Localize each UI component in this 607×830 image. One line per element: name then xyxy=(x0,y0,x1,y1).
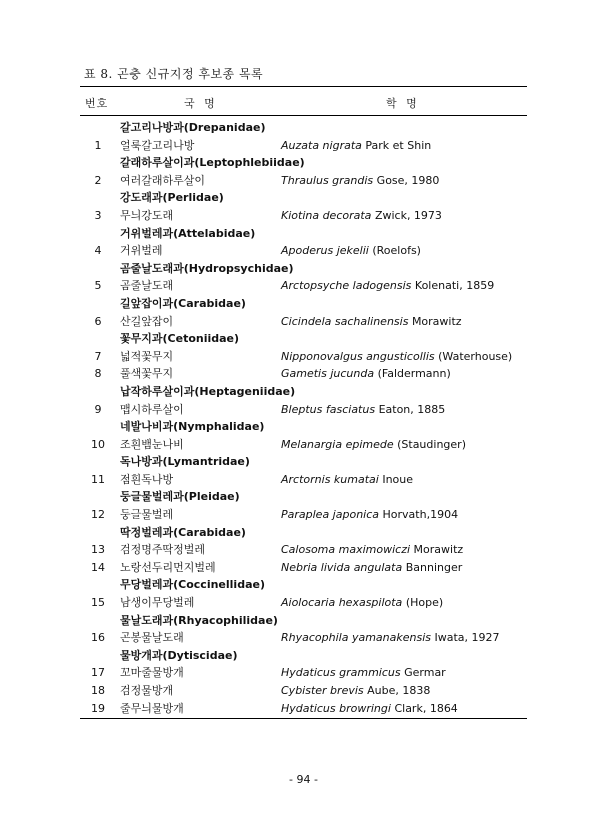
korean-name: 줄무늬물방개 xyxy=(120,701,184,715)
author: Gose, 1980 xyxy=(376,173,440,187)
row-number: 12 xyxy=(91,508,105,522)
genus-species: Cicindela sachalinensis xyxy=(281,314,409,328)
table-bottom-rule xyxy=(80,718,527,719)
table-row xyxy=(80,277,527,295)
scientific-name xyxy=(281,664,446,682)
row-number: 17 xyxy=(91,666,105,680)
author: (Hope) xyxy=(405,596,444,610)
table-row xyxy=(80,541,527,559)
author: Inoue xyxy=(382,472,414,486)
scientific-name xyxy=(281,594,443,612)
page-number: - 94 - xyxy=(289,773,318,786)
korean-name: 산길앞잡이 xyxy=(120,314,174,328)
scientific-name xyxy=(281,365,451,383)
scientific-name xyxy=(281,172,439,190)
family-heading: 무당벌레과(Coccinellidae) xyxy=(120,578,265,592)
table-top-rule xyxy=(80,86,527,87)
table-row xyxy=(80,313,527,331)
row-number: 3 xyxy=(94,208,102,222)
korean-name: 무늬강도래 xyxy=(120,208,174,222)
korean-name: 여러갈래하루살이 xyxy=(120,173,206,187)
author: Zwick, 1973 xyxy=(374,208,442,222)
author: Kolenati, 1859 xyxy=(414,279,495,293)
row-number: 7 xyxy=(94,349,102,363)
scientific-name xyxy=(281,348,512,366)
genus-species: Arctopsyche ladogensis xyxy=(281,279,412,293)
genus-species: Thraulus grandis xyxy=(281,173,374,187)
table-row xyxy=(80,436,527,454)
genus-species: Calosoma maximowiczi xyxy=(281,543,411,557)
table-row xyxy=(80,664,527,682)
scientific-name xyxy=(281,682,430,700)
korean-name: 곤봉물날도래 xyxy=(120,631,184,645)
family-heading: 물날도래과(Rhyacophilidae) xyxy=(120,613,278,627)
author: (Roelofs) xyxy=(372,244,421,258)
table-row xyxy=(80,401,527,419)
korean-name: 검정물방개 xyxy=(120,684,174,697)
genus-species: Auzata nigrata xyxy=(281,138,362,152)
genus-species: Hydaticus browringi xyxy=(281,701,391,715)
species-table-body xyxy=(80,119,527,717)
author: (Staudinger) xyxy=(397,437,466,451)
row-number: 14 xyxy=(91,560,105,574)
author: Morawitz xyxy=(413,543,464,557)
table-row xyxy=(80,629,527,647)
header-no: 번호 xyxy=(85,97,109,110)
family-heading: 납작하루살이과(Heptageniidae) xyxy=(120,384,296,398)
scientific-name xyxy=(281,242,421,260)
row-number: 19 xyxy=(91,701,105,715)
genus-species: Apoderus jekelii xyxy=(281,244,369,258)
row-number: 9 xyxy=(94,402,102,416)
scientific-name xyxy=(281,401,445,419)
genus-species: Melanargia epimede xyxy=(281,437,394,451)
author: Banninger xyxy=(405,560,463,574)
scientific-name xyxy=(281,137,431,155)
author: Horvath,1904 xyxy=(382,508,459,522)
korean-name: 풀색꽃무지 xyxy=(120,367,174,381)
korean-name: 얼룩갈고리나방 xyxy=(120,138,195,152)
family-heading: 거위벌레과(Attelabidae) xyxy=(120,226,256,240)
genus-species: Arctornis kumatai xyxy=(281,472,379,486)
row-number: 15 xyxy=(91,596,105,610)
row-number: 18 xyxy=(91,684,105,697)
family-heading: 둥글물벌레과(Pleidae) xyxy=(120,490,240,504)
family-heading: 갈래하루살이과(Leptophlebiidae) xyxy=(120,156,305,170)
scientific-name xyxy=(281,436,466,454)
row-number: 1 xyxy=(94,138,102,152)
korean-name: 검정명주딱정벌레 xyxy=(120,543,206,557)
korean-name: 곰줄날도래 xyxy=(120,279,174,293)
family-heading: 갈고리나방과(Drepanidae) xyxy=(120,121,266,134)
genus-species: Gametis jucunda xyxy=(281,367,375,381)
family-heading: 강도래과(Perlidae) xyxy=(120,191,224,205)
table-row xyxy=(80,242,527,260)
scientific-name xyxy=(281,700,458,718)
row-number: 10 xyxy=(91,437,105,451)
family-heading: 물방개과(Dytiscidae) xyxy=(120,648,238,662)
genus-species: Aiolocaria hexaspilota xyxy=(281,596,403,610)
korean-name: 맵시하루살이 xyxy=(120,402,184,416)
author: (Waterhouse) xyxy=(438,349,513,363)
author: Morawitz xyxy=(411,314,462,328)
genus-species: Kiotina decorata xyxy=(281,208,372,222)
korean-name: 거위벌레 xyxy=(120,244,163,258)
korean-name: 둥글물벌레 xyxy=(120,508,174,522)
genus-species: Bleptus fasciatus xyxy=(281,402,376,416)
table-row xyxy=(80,137,527,155)
korean-name: 노랑선두리먼지벌레 xyxy=(120,560,216,574)
scientific-name xyxy=(281,559,462,577)
korean-name: 꼬마줄물방개 xyxy=(120,666,184,680)
genus-species: Nebria livida angulata xyxy=(281,560,403,574)
genus-species: Cybister brevis xyxy=(281,684,364,697)
table-row xyxy=(80,594,527,612)
korean-name: 남생이무당벌레 xyxy=(120,596,195,610)
genus-species: Rhyacophila yamanakensis xyxy=(281,631,431,645)
row-number: 4 xyxy=(94,244,102,258)
table-header-rule xyxy=(80,115,527,116)
table-row xyxy=(80,207,527,225)
table-row xyxy=(80,682,527,700)
scientific-name xyxy=(281,629,500,647)
scientific-name xyxy=(281,277,494,295)
scientific-name xyxy=(281,313,462,331)
header-scientific-name: 학 명 xyxy=(386,97,420,110)
table-caption: 표 8. 곤충 신규지정 후보종 목록 xyxy=(84,67,264,81)
author: Iwata, 1927 xyxy=(434,631,500,645)
author: (Faldermann) xyxy=(377,367,451,381)
row-number: 13 xyxy=(91,543,105,557)
family-heading: 딱정벌레과(Carabidae) xyxy=(120,525,246,539)
genus-species: Nipponovalgus angusticollis xyxy=(281,349,435,363)
genus-species: Hydaticus grammicus xyxy=(281,666,401,680)
table-row xyxy=(80,506,527,524)
scientific-name xyxy=(281,506,458,524)
scientific-name xyxy=(281,471,413,489)
row-number: 11 xyxy=(91,472,105,486)
row-number: 5 xyxy=(94,279,102,293)
header-korean-name: 국 명 xyxy=(184,97,218,110)
row-number: 16 xyxy=(91,631,105,645)
author: Eaton, 1885 xyxy=(378,402,446,416)
family-heading: 꽃무지과(Cetoniidae) xyxy=(120,332,240,346)
genus-species: Paraplea japonica xyxy=(281,508,380,522)
table-row xyxy=(80,348,527,366)
korean-name: 점흰독나방 xyxy=(120,472,174,486)
table-row xyxy=(80,365,527,383)
author: Germar xyxy=(404,666,446,680)
row-number: 8 xyxy=(94,367,102,381)
family-heading: 길앞잡이과(Carabidae) xyxy=(120,296,246,310)
table-row xyxy=(80,559,527,577)
family-heading: 곰줄날도래과(Hydropsychidae) xyxy=(120,261,294,275)
author: Clark, 1864 xyxy=(394,701,458,715)
row-number: 6 xyxy=(94,314,102,328)
row-number: 2 xyxy=(94,173,102,187)
family-heading: 독나방과(Lymantridae) xyxy=(120,455,250,469)
table-row xyxy=(80,172,527,190)
table-row xyxy=(80,700,527,718)
author: Park et Shin xyxy=(365,138,432,152)
korean-name: 조흰뱀눈나비 xyxy=(120,437,184,451)
korean-name: 넓적꽃무지 xyxy=(120,349,174,363)
author: Aube, 1838 xyxy=(367,684,431,697)
family-heading: 네발나비과(Nymphalidae) xyxy=(120,420,265,434)
scientific-name xyxy=(281,541,463,559)
scientific-name xyxy=(281,207,442,225)
table-row xyxy=(80,471,527,489)
